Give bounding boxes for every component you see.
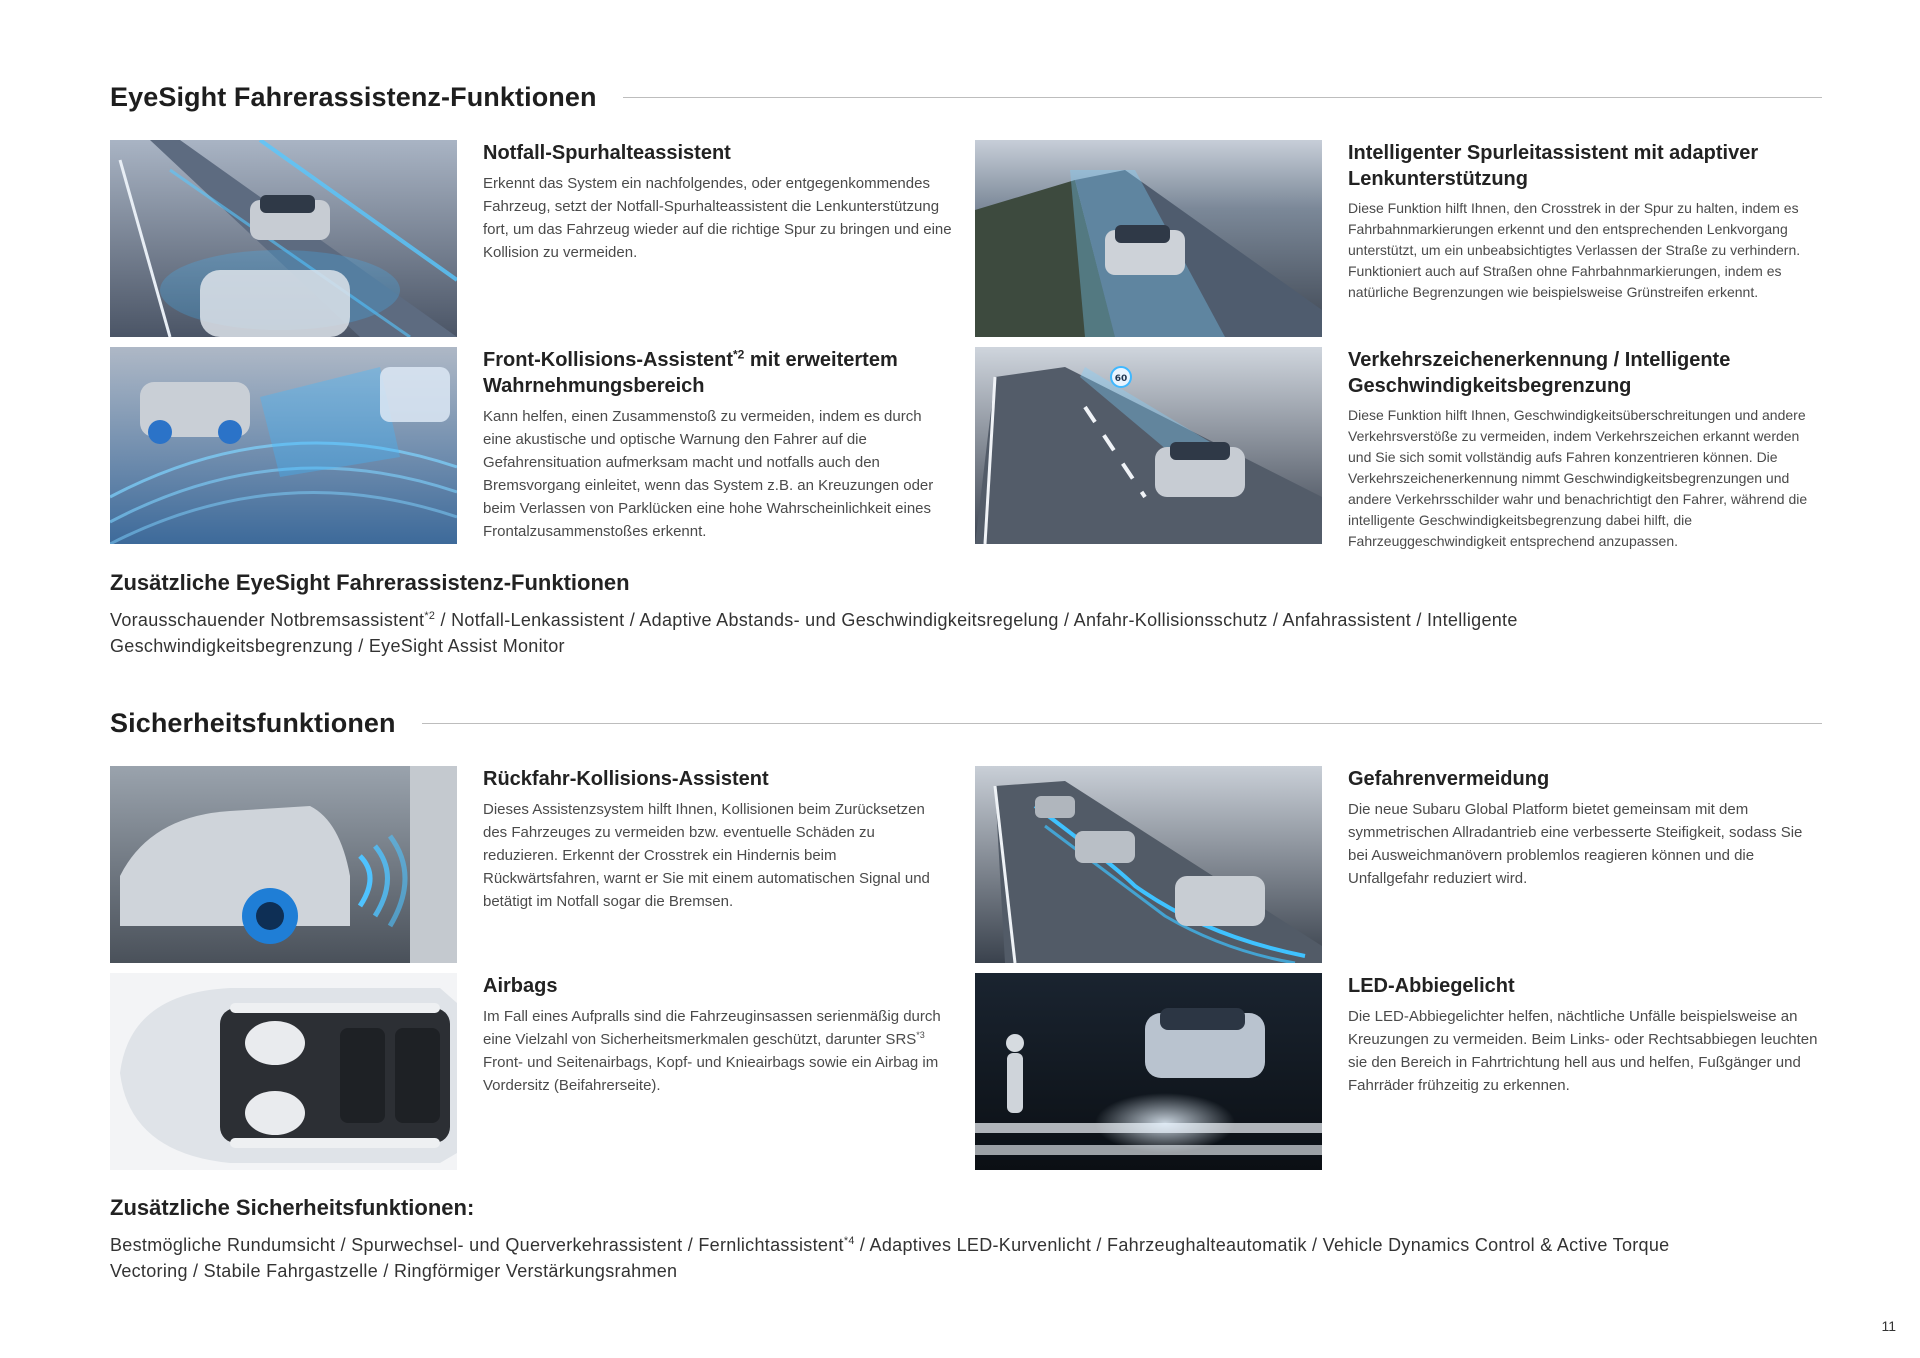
feature-emergency-lane-keep bbox=[110, 140, 953, 337]
additional-safety-list: Bestmögliche Rundumsicht / Spurwechsel- und Querverkehrassistent / Fernlichtassistent$^{*4}$ / Adaptives LED-Kurvenlicht / Fahrzeughalteautomatik / Vehicle Dynamics Control & Active Torque Vectoring / Stabile Fahrgastzelle / Ringförmiger Verstärkungsrahmen bbox=[110, 1235, 1670, 1281]
feature-title: Verkehrszeichenerkennung / Intelligente Geschwindigkeitsbegrenzung bbox=[1348, 349, 1731, 397]
feature-title: Intelligenter Spurleitassistent mit adaptiver Lenkunterstützung bbox=[1348, 142, 1759, 190]
car-cornering-light-illustration bbox=[975, 973, 1322, 1170]
car-front-collision-illustration bbox=[110, 347, 457, 544]
feature-image bbox=[975, 140, 1322, 337]
speed-sign-value: 60 bbox=[1114, 374, 1128, 384]
feature-front-collision bbox=[110, 347, 953, 544]
section-header-safety bbox=[110, 708, 1822, 739]
feature-airbags bbox=[110, 973, 953, 1170]
feature-title: LED-Abbiegelicht bbox=[1348, 975, 1515, 997]
car-rear-sensor-illustration bbox=[110, 766, 457, 963]
divider-rule bbox=[422, 723, 1822, 724]
feature-description: Erkennt das System ein nachfolgendes, oder entgegenkommendes Fahrzeug, setzt der Notfall-Spurhalteassistent die Lenkunterstützung fort, um das Fahrzeug wieder auf die richtige Spur zu bringen und eine Kollision zu vermeiden. bbox=[483, 175, 952, 261]
feature-description: Diese Funktion hilft Ihnen, Geschwindigkeitsüberschreitungen und andere Verkehrsverstöße zu vermeiden, indem Verkehrszeichen erkannt werden und Sie sich somit vollständig aufs Fahren konzentrieren können. Die Verkehrszeichenerkennung nimmt Geschwindigkeitsbegrenzungen und andere Verkehrsschilder wahr und benachrichtigt den Fahrer, während die intelligente Geschwindigkeitsbegrenzung dabei hilft, die Fahrzeuggeschwindigkeit entsprechend anzupassen. bbox=[1348, 407, 1808, 549]
car-lane-keep-illustration bbox=[110, 140, 457, 337]
car-traffic-sign-illustration bbox=[975, 347, 1322, 544]
feature-image bbox=[110, 140, 457, 337]
feature-description: Die LED-Abbiegelichter helfen, nächtliche Unfälle beispielsweise an Kreuzungen zu vermeiden. Beim Links- oder Rechtsabbiegen leuchten sie den Bereich in Fahrtrichtung hell aus und helfen, Fußgänger und Fahrräder frühzeitig zu erkennen. bbox=[1348, 1008, 1818, 1094]
feature-lane-centering bbox=[975, 140, 1820, 337]
feature-led-cornering-light bbox=[975, 973, 1820, 1170]
feature-description: Dieses Assistenzsystem hilft Ihnen, Kollisionen beim Zurücksetzen des Fahrzeuges zu vermeiden bzw. eventuelle Schäden zu reduzieren. Erkennt der Crosstrek ein Hindernis beim Rückwärtsfahren, warnt er Sie mit einem automatischen Signal und betätigt im Notfall sogar die Bremsen. bbox=[483, 801, 930, 910]
feature-image bbox=[975, 347, 1322, 544]
feature-image bbox=[975, 766, 1322, 963]
section-header-eyesight bbox=[110, 82, 1822, 113]
feature-image bbox=[110, 766, 457, 963]
feature-description: Kann helfen, einen Zusammenstoß zu vermeiden, indem es durch eine akustische und optische Warnung den Fahrer auf die Gefahrensituation aufmerksam macht und notfalls auch den Bremsvorgang einleitet, wenn das System z.B. an Kreuzungen oder beim Verlassen von Parklücken eine hohe Wahrscheinlichkeit eines Frontalzusammenstoßes erkennt. bbox=[483, 408, 934, 540]
feature-title: Front-Kollisions-Assistent$^{*2}$ mit erweitertem Wahrnehmungsbereich bbox=[483, 347, 898, 397]
page-number: 11 bbox=[1881, 1318, 1896, 1334]
feature-image bbox=[975, 973, 1322, 1170]
car-evasive-maneuver-illustration bbox=[975, 766, 1322, 963]
feature-description: Diese Funktion hilft Ihnen, den Crosstrek in der Spur zu halten, indem es Fahrbahnmarkierungen erkennt und den entsprechenden Lenkvorgang unterstützt, um ein unbeabsichtigtes Verlassen der Straße zu verhindern. Funktioniert auch auf Straßen ohne Fahrbahnmarkierungen, indem es natürliche Begrenzungen wie beispielsweise Grünstreifen erkennt. bbox=[1348, 200, 1801, 300]
section-title: EyeSight Fahrerassistenz-Funktionen bbox=[110, 82, 597, 112]
feature-rear-collision bbox=[110, 766, 953, 963]
car-airbags-illustration bbox=[110, 973, 457, 1170]
additional-safety-title: Zusätzliche Sicherheitsfunktionen: bbox=[110, 1195, 475, 1220]
feature-traffic-sign-recognition bbox=[975, 347, 1820, 552]
feature-title: Notfall-Spurhalteassistent bbox=[483, 142, 731, 164]
feature-title: Rückfahr-Kollisions-Assistent bbox=[483, 768, 769, 790]
divider-rule bbox=[623, 97, 1822, 98]
feature-image bbox=[110, 973, 457, 1170]
feature-hazard-avoidance bbox=[975, 766, 1820, 963]
additional-features-title: Zusätzliche EyeSight Fahrerassistenz-Funktionen bbox=[110, 570, 630, 595]
feature-title: Airbags bbox=[483, 975, 558, 997]
feature-description: Im Fall eines Aufpralls sind die Fahrzeuginsassen serienmäßig durch eine Vielzahl von Sicherheitsmerkmalen geschützt, darunter SRS$^{*3}$ Front- und Seitenairbags, Kopf- und Knieairbags sowie ein Airbag im Vordersitz (Beifahrerseite). bbox=[483, 1008, 941, 1094]
feature-title: Gefahrenvermeidung bbox=[1348, 768, 1550, 790]
feature-description: Die neue Subaru Global Platform bietet gemeinsam mit dem symmetrischen Allradantrieb eine verbesserte Steifigkeit, sodass Sie bei Ausweichmanövern problemlos reagieren können und die Unfallgefahr reduziert wird. bbox=[1348, 801, 1803, 887]
car-lane-centering-illustration bbox=[975, 140, 1322, 337]
section-title: Sicherheitsfunktionen bbox=[110, 708, 396, 738]
additional-features-list: Vorausschauender Notbremsassistent$^{*2}$ / Notfall-Lenkassistent / Adaptive Abstands- und Geschwindigkeitsregelung / Anfahr-Kollisionsschutz / Anfahrassistent / Intelligente Geschwindigkeitsbegrenzung / EyeSight Assist Monitor bbox=[110, 610, 1518, 656]
feature-image bbox=[110, 347, 457, 544]
